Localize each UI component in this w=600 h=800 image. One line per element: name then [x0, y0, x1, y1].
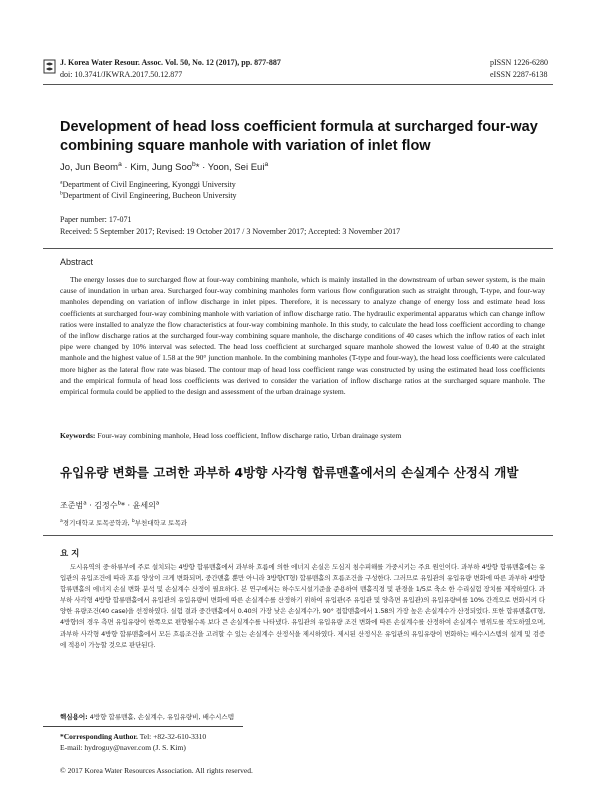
info-divider [43, 248, 553, 249]
keywords [60, 431, 401, 440]
author-name: Kim, Jung Soo [130, 162, 193, 173]
korean-keywords: 핵심용어: 4방향 합류맨홀, 손실계수, 유입유량비, 배수시스템 [60, 713, 234, 721]
doi-link[interactable]: doi: 10.3741/JKWRA.2017.50.12.877 [60, 70, 183, 79]
paper-info [60, 214, 550, 238]
korean-affiliations: $^a$경기대학교 토목공학과, $^b$부천대학교 토목과 [60, 518, 188, 527]
affiliation-a: $^a$Department of Civil Engineering, Kyonggi University [60, 179, 236, 189]
eissn: eISSN 2287-6138 [489, 70, 548, 79]
header-divider [43, 84, 553, 85]
journal-logo-icon [43, 59, 56, 74]
abstract-body: The energy losses due to surcharged flow at four-way combining manhole, which is mainly installed in the downstream of urban sewer system, is the main cause of inundation in urban area. Surcharged four-way combining manholes form various flow configuration such as straight through, T-type, and four-way manholes depending on variation of inflow discharge in inlet pipes. Therefore, it is necessary to analyze change of energy loss and estimate head loss coefficients at surcharged four-way combining manhole with variation of inflow discharge ratio. The hydraulic experimental apparatus which can change inflow ratios were installed to analyze the flow characteristics at four-way combining manhole. In this study, to calculate the head loss coefficient according to change of the inflow discharge ratios at the surcharged four-way combining square manhole, the discharge conditions of 40 cases which the inflow ratios of each inlet pipe were changed by 10% interval was selected. The head loss coefficient at surcharged square manhole showed the lowest value of 0.40 at the straight manhole and the highest value of 1.58 at the 90° junction manhole. In the combining manholes (T-type and four-way), the head loss coefficients were calculated more higher as the lateral flow rate was biased. The contour map of head loss coefficient range was constructed by using the estimated head loss coefficients and the empirical formula of head loss coefficients was derived to consider the variation of inflow discharge ratios at the surcharged square manhole. The empirical formula could be applied to the design and assessment of the urban drainage system. [60, 275, 545, 397]
affiliations [60, 179, 237, 201]
korean-abstract-heading: 요 지 [60, 549, 80, 559]
author-list: Jo, Jun Beom$^a$ · Kim, Jung Soo$^b$* · Yoon, Sei Eui$^a$ [60, 160, 269, 173]
keywords-text: Four-way combining manhole, Head loss coefficient, Inflow discharge ratio, Urban drainage system [97, 431, 402, 440]
author-name: Jo, Jun Beom [60, 162, 119, 173]
pissn: pISSN 1226-6280 [489, 58, 548, 67]
author-name: Yoon, Sei Eui [207, 162, 265, 173]
korean-author-list: 조준범$^a$ · 김정수$^b$* · 윤세의$^a$ [60, 500, 160, 510]
corresponding-tel: Tel: +82-32-610-3310 [139, 732, 207, 741]
affiliation-b: $^b$Department of Civil Engineering, Bucheon University [60, 190, 237, 200]
copyright-notice: © 2017 Korea Water Resources Association. All rights reserved. [60, 766, 253, 775]
issn-block [490, 57, 548, 81]
journal-citation: J. Korea Water Resour. Assoc. Vol. 50, No. 12 (2017), pp. 877-887 [60, 58, 281, 67]
corresponding-email[interactable]: E-mail: hydroguy@naver.com (J. S. Kim) [60, 743, 186, 752]
corresponding-mark: * [195, 162, 200, 173]
paper-number: Paper number: 17-071 [60, 215, 132, 224]
corresponding-author [60, 731, 206, 753]
paper-dates: Received: 5 September 2017; Revised: 19 October 2017 / 3 November 2017; Accepted: 3 November 2017 [60, 227, 401, 236]
journal-header [60, 57, 281, 81]
corresponding-label: *Corresponding Author. [60, 732, 138, 741]
corresponding-mark: * [121, 501, 126, 510]
abstract-heading: Abstract [60, 257, 94, 267]
korean-abstract-body: 도시유역의 중·하류부에 주로 설치되는 4방향 합류맨홀에서 과부하 흐름에 의한 에너지 손실은 도심지 침수피해를 가중시키는 주요 원인이다. 과부하 4방향 합류맨홀에는 유입관의 유입조건에 따라 흐름 양상이 크게 변화되며, 중간맨홀 뿐만 아니라 3방향(T형) 합류맨홀의 흐름조건을 구성한다. 그러므로 유입관의 유입유량 변화에 따른 과부하 4방향 합류맨홀의 에너지 손실 변화 분석 및 손실계수 산정이 필요하다. 본 연구에서는 하수도시설기준을 준용하여 맨홀직경 및 관경을 1/5로 축소 한 수리실험 장치를 제작하였다. 과부하 사각형 4방향 합류맨홀에서 유입관의 유입유량비 변화에 따른 손실계수를 산정하기 위하여 유입관(주 유입관 및 양측면 유입관)의 유입유량비를 10% 간격으로 변화시켜 다양한 유량조건(40 case)을 선정하였다. 실험 결과 중간맨홀에서 0.40의 가장 낮은 손실계수가, 90° 접합맨홀에서 1.58의 가장 높은 손실계수가 산정되었다. 또한 합류맨홀(T형, 4방향)의 경우 측면 유입유량이 한쪽으로 편향될수록 보다 큰 손실계수를 나타냈다. 유입관의 유입유량 조건 변화에 따른 손실계수를 산정하여 손실계수 범위도를 작도하였으며, 과부하 사각형 4방향 합류맨홀에서 모든 흐름조건을 고려할 수 있는 손실계수 산정식을 제시하였다. 제시된 산정식은 유입관의 유입유량이 변화하는 배수시스템의 설계 및 검증에 적용이 가능할 것으로 판단된다. [60, 563, 545, 649]
paper-title: Development of head loss coefficient formula at surcharged four-way combining square manhole with variation of inlet flow [60, 119, 538, 154]
keywords-label: Keywords: [60, 431, 96, 440]
korean-title: 유입유량 변화를 고려한 과부하 4방향 사각형 합류맨홀에서의 손실계수 산정식 개발 [60, 465, 519, 480]
footnote-divider [43, 726, 243, 727]
korean-divider [43, 535, 553, 536]
